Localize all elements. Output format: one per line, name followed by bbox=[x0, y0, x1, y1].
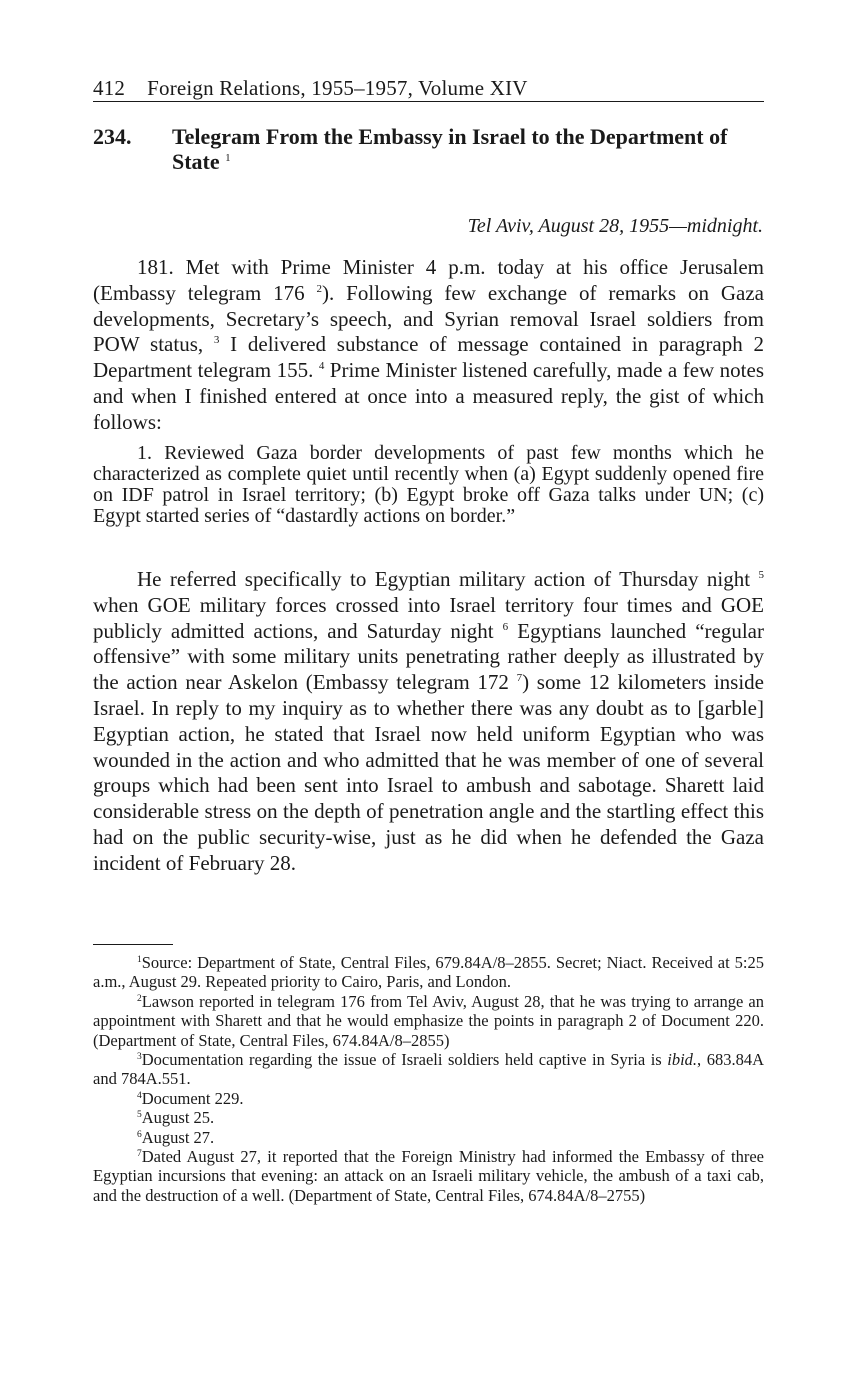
paragraph-text: 181. Met with Prime Minister 4 p.m. today at his office Jerusalem (Embassy telegram 176 bbox=[93, 255, 764, 305]
footnote-divider bbox=[93, 944, 173, 945]
footnote-text: Document 229. bbox=[141, 1088, 244, 1108]
footnote bbox=[93, 992, 764, 1050]
footnote-ref[interactable]: 3 bbox=[213, 334, 220, 347]
body-paragraph bbox=[93, 567, 764, 877]
paragraph-text: He referred specifically to Egyptian military action of Thursday night bbox=[137, 567, 759, 591]
footnote-mark: 6 bbox=[137, 1129, 142, 1140]
paragraph-text: Egyptians launched “regular offensive” with some military units penetrating rather deeply as illustrated by the action near Askelon (Embassy telegram 172 bbox=[93, 618, 764, 695]
document-title bbox=[172, 124, 764, 174]
footnote-text: , 683.84A and 784A.551. bbox=[93, 1050, 764, 1089]
footnote-mark: 2 bbox=[137, 993, 142, 1004]
footnotes bbox=[93, 953, 764, 1205]
footnote-mark: 1 bbox=[137, 955, 142, 965]
paragraph-text: ) some 12 kilometers inside Israel. In reply to my inquiry as to whether there was any doubt as to [garble] Egyptian action, he stated that Israel now held uniform Egyptian who was wounded in the action and who admitted that he was member of one of several groups which had been sent into Israel to ambush and sabotage. Sharett laid considerable stress on the depth of penetration angle and the startling effect this had on the public security-wise, just as he did when he defended the Gaza incident of February 28. bbox=[93, 670, 764, 875]
footnote-text: Dated August 27, it reported that the Foreign Ministry had informed the Embassy of three Egyptian incursions that evening: an attack on an Israeli military vehicle, the ambush of a taxi cab, and the destruction of a well. (Department of State, Central Files, 674.84A/8–2755) bbox=[93, 1147, 764, 1205]
footnote-ref[interactable]: 7 bbox=[516, 672, 523, 685]
document-title-text: Telegram From the Embassy in Israel to the Department of State bbox=[172, 124, 728, 174]
footnote-ibid: ibid. bbox=[667, 1050, 698, 1070]
page-number: 412 bbox=[93, 76, 126, 100]
quoted-paragraph: 1. Reviewed Gaza border developments of past few months which he characterized as complete quiet until recently when (a) Egypt suddenly opened fire on IDF patrol in Israel territory; (b) Egypt broke off Gaza talks under UN; (c) Egypt started series of “dastardly actions on border.” bbox=[93, 442, 764, 527]
footnote-text: Source: Department of State, Central Files, 679.84A/8–2855. Secret; Niact. Received at 5:25 a.m., August 29. Repeated priority to Cairo, Paris, and London. bbox=[93, 953, 764, 992]
document-number: 234. bbox=[93, 124, 132, 149]
footnote-mark: 7 bbox=[137, 1149, 142, 1160]
footnote-ref[interactable]: 5 bbox=[758, 569, 764, 581]
footnote bbox=[93, 1128, 764, 1147]
footnote-text: Lawson reported in telegram 176 from Tel Aviv, August 28, that he was trying to arrange an appointment with Sharett and that he would emphasize the points in paragraph 2 of Document 220. (Department of State, Central Files, 674.84A/8–2855) bbox=[93, 991, 764, 1050]
paragraph-text: when GOE military forces crossed into Israel territory four times and GOE publicly admitted actions, and Saturday night bbox=[93, 592, 764, 643]
body-paragraph bbox=[93, 255, 764, 436]
footnote bbox=[93, 953, 764, 992]
footnote-mark: 3 bbox=[137, 1052, 142, 1063]
footnote-ref[interactable]: 1 bbox=[225, 152, 231, 164]
footnote-ref[interactable]: 6 bbox=[502, 620, 509, 633]
running-head bbox=[93, 76, 764, 102]
footnote bbox=[93, 1050, 764, 1089]
footnote-text: August 25. bbox=[141, 1108, 215, 1128]
dateline: Tel Aviv, August 28, 1955—midnight. bbox=[467, 215, 763, 237]
footnote-mark: 4 bbox=[137, 1090, 142, 1101]
footnote-ref[interactable]: 4 bbox=[318, 360, 325, 373]
paragraph-text: ). Following few exchange of remarks on Gaza developments, Secretary’s speech, and Syrian removal Israel soldiers from POW status, bbox=[93, 280, 764, 357]
footnote-mark: 5 bbox=[137, 1110, 142, 1121]
footnote bbox=[93, 1108, 764, 1127]
footnote-text: Documentation regarding the issue of Israeli soldiers held captive in Syria is bbox=[141, 1050, 668, 1070]
volume-title: Foreign Relations, 1955–1957, Volume XIV bbox=[147, 76, 528, 100]
footnote-text: August 27. bbox=[141, 1127, 215, 1147]
footnote-ref[interactable]: 2 bbox=[316, 282, 323, 295]
paragraph-text: Prime Minister listened carefully, made a few notes and when I finished entered at once into a measured reply, the gist of which follows: bbox=[93, 358, 764, 434]
footnote bbox=[93, 1147, 764, 1205]
paragraph-text: I delivered substance of message contained in paragraph 2 Department telegram 155. bbox=[93, 332, 765, 383]
footnote bbox=[93, 1089, 764, 1108]
document-heading bbox=[93, 124, 764, 174]
